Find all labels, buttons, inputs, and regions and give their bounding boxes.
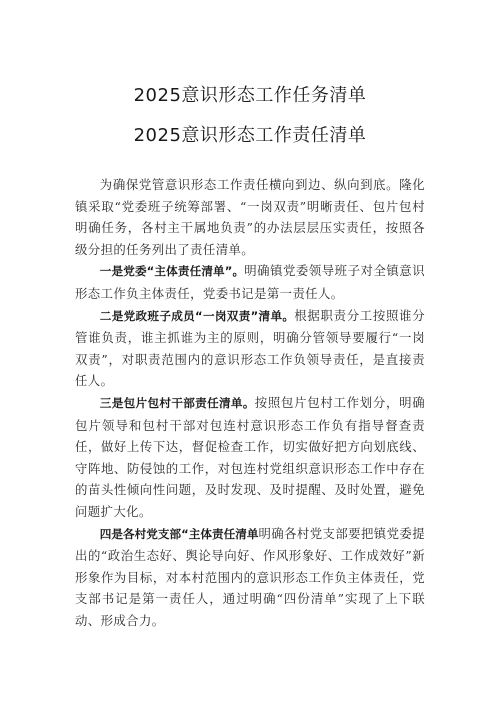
section-lead-2: 二是党政班子成员“一岗双责”清单。 [99, 308, 295, 323]
section-paragraph-3 [75, 392, 425, 523]
section-paragraph-4 [75, 523, 425, 632]
document-subtitle: 2025意识形态工作责任清单 [133, 125, 367, 146]
section-paragraph-2 [75, 305, 425, 392]
section-lead-4: 四是各村党支部“主体责任清单 [99, 526, 259, 541]
section-text-3: 按照包片包村工作划分，明确包片领导和包村干部对包连村意识形态工作负有指导督查责任，做好上传下达，督促检查工作，切实做好把方向划底线、守阵地、防侵蚀的工作，对包连村党组织意识形态工作中存在的苗头性倾向性问题，及时发现、及时提醒、及时处置，避免问题扩大化。 [75, 394, 425, 519]
intro-paragraph: 为确保党管意识形态工作责任横向到边、纵向到底。隆化镇采取“党委班子统筹部署、“一岗双责”明晰责任、包片包村明确任务，各村主干属地负责”的办法层层压实责任，按照各级分担的任务列出了责任清单。 [75, 177, 425, 257]
section-text-2: 根据职责分工按照谁分管谁负责，谁主抓谁为主的原则，明确分管领导要履行“一岗双责”，对职责范围内的意识形态工作负领导责任，是直接责任人。 [75, 307, 426, 389]
section-paragraph-1 [75, 260, 425, 304]
section-text-1: 明确镇党委领导班子对全镇意识形态工作负主体责任，党委书记是第一责任人。 [75, 263, 425, 301]
section-lead-3: 三是包片包村干部责任清单。 [99, 395, 255, 410]
section-lead-1: 一是党委“主体责任清单”。 [99, 264, 245, 279]
document-body [75, 174, 425, 631]
section-text-4: 明确各村党支部要把镇党委提出的“政治生态好、舆论导向好、作风形象好、工作成效好”新形象作为目标，对本村范围内的意识形态工作负主体责任，党支部书记是第一责任人，通过明确“四份清单”实现了上下联动、形成合力。 [75, 525, 425, 628]
document-title: 2025意识形态工作任务清单 [133, 85, 367, 106]
